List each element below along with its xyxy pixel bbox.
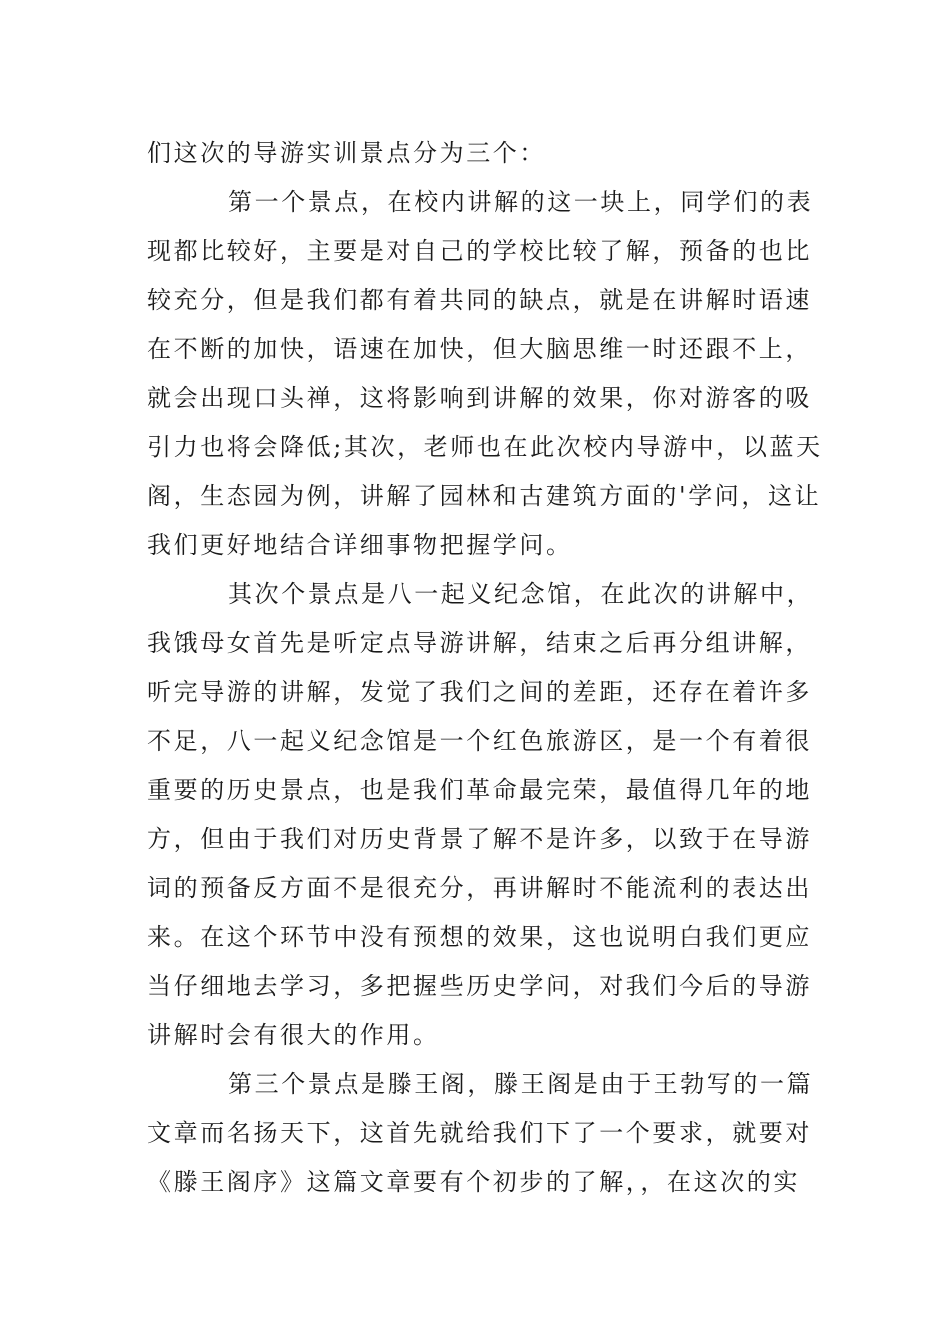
text-line: 不足，八一起义纪念馆是一个红色旅游区，是一个有着很 — [147, 727, 812, 755]
text-line: 就会出现口头禅，这将影响到讲解的效果，你对游客的吸 — [147, 384, 812, 412]
text-line: 文章而名扬天下，这首先就给我们下了一个要求，就要对 — [147, 1119, 812, 1147]
paragraph-first-line: 第三个景点是滕王阁，滕王阁是由于王勃写的一篇 — [228, 1070, 814, 1098]
paragraph-first-line: 其次个景点是八一起义纪念馆，在此次的讲解中， — [228, 580, 814, 608]
text-line: 较充分，但是我们都有着共同的缺点，就是在讲解时语速 — [147, 286, 812, 314]
text-line: 讲解时会有很大的作用。 — [147, 1021, 440, 1049]
paragraph-first-line: 第一个景点，在校内讲解的这一块上，同学们的表 — [228, 188, 814, 216]
text-line: 我们更好地结合详细事物把握学问。 — [147, 531, 573, 559]
text-line: 现都比较好，主要是对自己的学校比较了解，预备的也比 — [147, 237, 812, 265]
text-line: 词的预备反方面不是很充分，再讲解时不能流利的表达出 — [147, 874, 812, 902]
text-line: 在不断的加快，语速在加快，但大脑思维一时还跟不上， — [147, 335, 812, 363]
text-line: 《滕王阁序》这篇文章要有个初步的了解，，在这次的实 — [147, 1168, 800, 1196]
text-line: 来。在这个环节中没有预想的效果，这也说明白我们更应 — [147, 923, 812, 951]
text-line: 阁，生态园为例，讲解了园林和古建筑方面的'学问，这让 — [147, 482, 822, 510]
text-line: 引力也将会降低;其次，老师也在此次校内导游中，以蓝天 — [147, 433, 823, 461]
text-line: 当仔细地去学习，多把握些历史学问，对我们今后的导游 — [147, 972, 812, 1000]
text-line: 我饿母女首先是听定点导游讲解，结束之后再分组讲解， — [147, 629, 812, 657]
text-line: 重要的历史景点，也是我们革命最完荣，最值得几年的地 — [147, 776, 812, 804]
text-line: 方，但由于我们对历史背景了解不是许多，以致于在导游 — [147, 825, 812, 853]
text-line: 听完导游的讲解，发觉了我们之间的差距，还存在着许多 — [147, 678, 812, 706]
text-line: 们这次的导游实训景点分为三个： — [147, 139, 546, 167]
